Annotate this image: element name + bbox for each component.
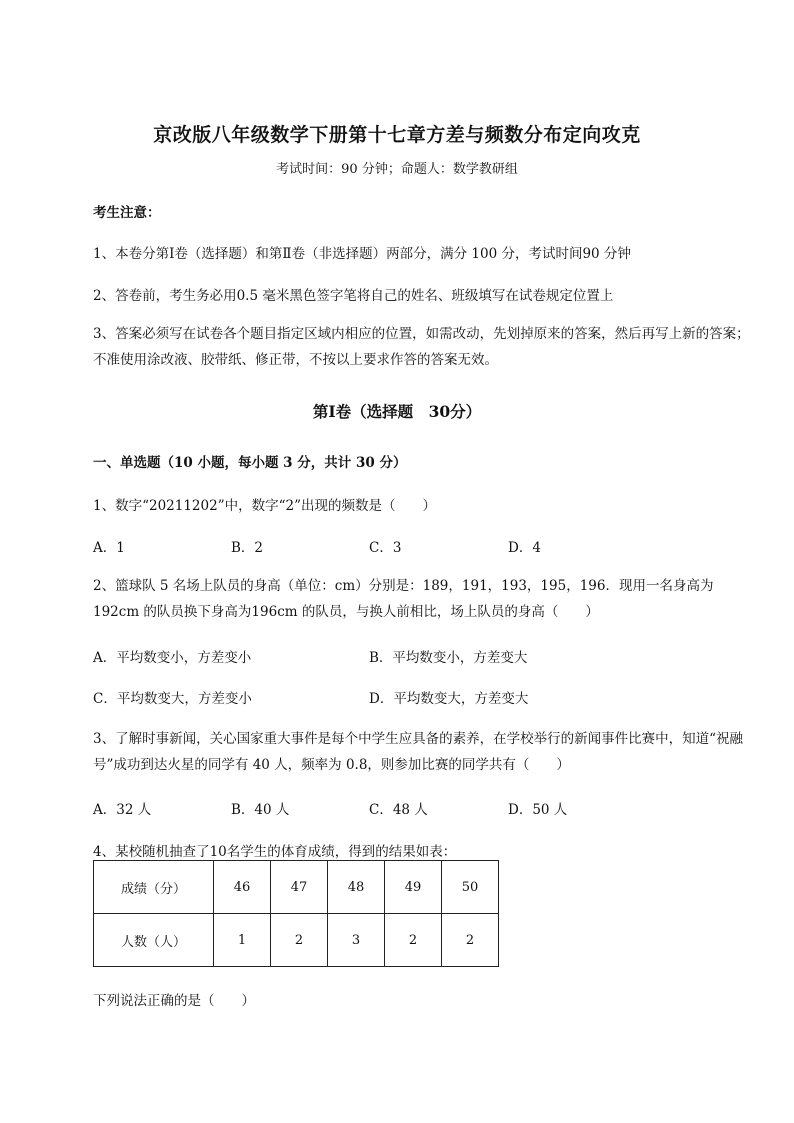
- notice-item: 1、本卷分第Ⅰ卷（选择题）和第Ⅱ卷（非选择题）两部分，满分 100 分，考试时间90 分钟: [93, 246, 631, 262]
- question-stem: 4、某校随机抽查了10名学生的体育成绩，得到的结果如表：: [93, 844, 457, 860]
- table-cell: 49: [385, 861, 442, 914]
- option-c: C．平均数变大，方差变小: [93, 691, 252, 707]
- table-cell: 46: [214, 861, 271, 914]
- option-b: B．40 人: [231, 802, 290, 818]
- option-a: A．1: [93, 540, 125, 556]
- question-follow: 下列说法正确的是（ ）: [93, 993, 255, 1009]
- notice-item: 3、答案必须写在试卷各个题目指定区域内相应的位置，如需改动，先划掉原来的答案，然后再写上新的答案；不准使用涂改液、胶带纸、修正带，不按以上要求作答的答案无效。: [93, 326, 750, 368]
- question-stem: 2、篮球队 5 名场上队员的身高（单位：cm）分别是：189，191，193，195，196．现用一名身高为192cm 的队员换下身高为196cm 的队员，与换人前相比，场上队员的身高（ ）: [93, 578, 714, 620]
- option-b: B．2: [231, 540, 264, 556]
- option-a: A．32 人: [93, 802, 152, 818]
- table-cell: 47: [271, 861, 328, 914]
- table-cell: 人数（人）: [94, 914, 214, 967]
- table-cell: 50: [442, 861, 499, 914]
- table-row: [94, 861, 499, 914]
- notice-item: 2、答卷前，考生务必用0.5 毫米黑色签字笔将自己的姓名、班级填写在试卷规定位置上: [93, 288, 614, 304]
- table-row: [94, 914, 499, 967]
- table-cell: 3: [328, 914, 385, 967]
- score-table: [93, 860, 499, 967]
- table-cell: 2: [271, 914, 328, 967]
- table-cell: 1: [214, 914, 271, 967]
- table-cell: 2: [442, 914, 499, 967]
- table-cell: 2: [385, 914, 442, 967]
- option-b: B．平均数变小，方差变大: [369, 650, 528, 666]
- option-a: A．平均数变小，方差变小: [93, 650, 252, 666]
- option-d: D．4: [508, 540, 541, 556]
- question-stem: 3、了解时事新闻，关心国家重大事件是每个中学生应具备的素养，在学校举行的新闻事件比赛中，知道“祝融号”成功到达火星的同学有 40 人，频率为 0.8，则参加比赛的同学共有（ ）: [93, 731, 743, 773]
- exam-subtitle: 考试时间：90 分钟；命题人：数学教研组: [276, 162, 518, 177]
- option-c: C．3: [369, 540, 402, 556]
- notice-heading: 考生注意：: [93, 205, 161, 221]
- part-heading: 一、单选题（10 小题，每小题 3 分，共计 30 分）: [93, 455, 407, 471]
- table-cell: 48: [328, 861, 385, 914]
- table-cell: 成绩（分）: [94, 861, 214, 914]
- section-title: 第Ⅰ卷（选择题 30分）: [312, 402, 482, 421]
- option-d: D．平均数变大，方差变大: [369, 691, 529, 707]
- option-c: C．48 人: [369, 802, 428, 818]
- question-stem: 1、数字“20211202”中，数字“2”出现的频数是（ ）: [93, 498, 436, 514]
- option-d: D．50 人: [508, 802, 568, 818]
- exam-title: 京改版八年级数学下册第十七章方差与频数分布定向攻克: [153, 124, 641, 146]
